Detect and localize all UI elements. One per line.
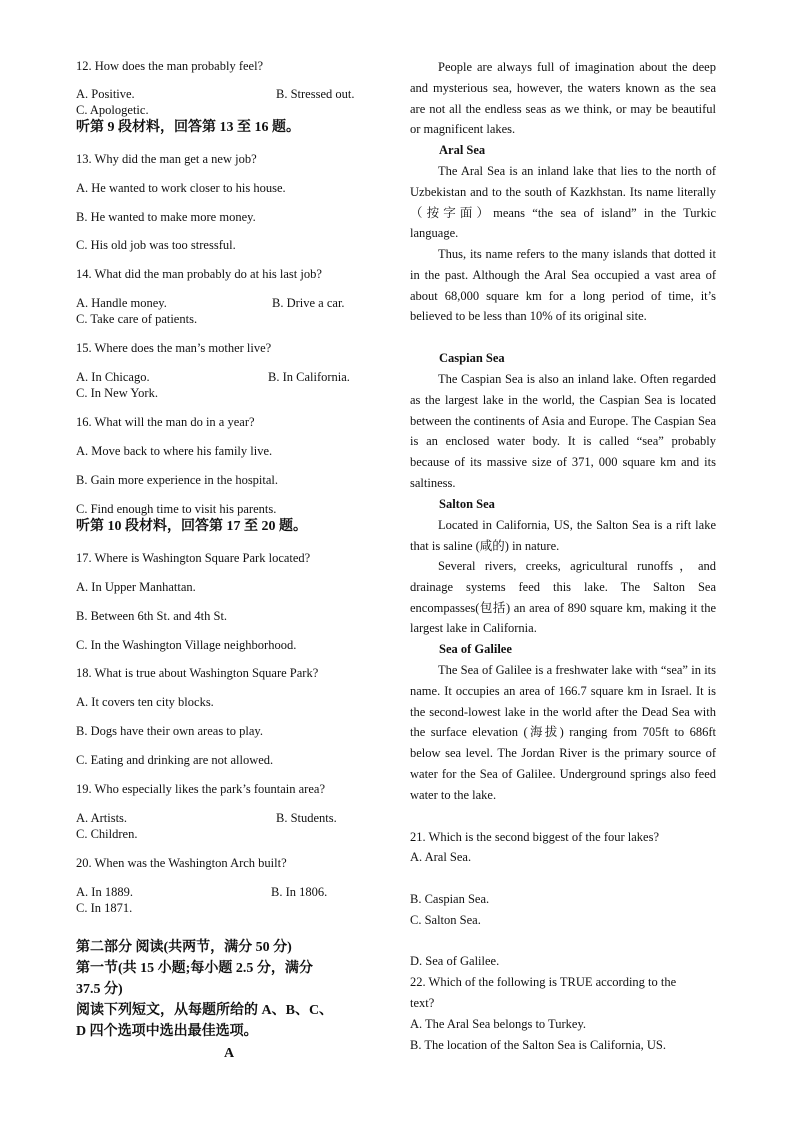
salton-paragraph-1: [410, 515, 716, 557]
q22-option-b: B. The location of the Salton Sea is California, US.: [410, 1038, 666, 1052]
q19-option-b: B. Students.: [276, 811, 337, 825]
q15-option-c: C. In New York.: [76, 386, 158, 400]
q14-option-a: A. Handle money.: [76, 296, 167, 310]
salton-paragraph-1-text: Located in California, US, the Salton Sea is a rift lake that is saline (咸的) in nature.: [410, 518, 716, 553]
q15-option-a: A. In Chicago.: [76, 370, 150, 384]
q22-stem-line2: text?: [410, 996, 435, 1010]
part2-heading-line3: 37.5 分): [76, 982, 123, 997]
q13-option-b: B. He wanted to make more money.: [76, 210, 256, 224]
q18-option-c: C. Eating and drinking are not allowed.: [76, 753, 274, 767]
q13-stem: 13. Why did the man get a new job?: [76, 152, 257, 166]
aral-paragraph-2: [410, 244, 716, 327]
section-9-heading: 听第 9 段材料，回答第 13 至 16 题。: [76, 120, 300, 135]
q17-option-c: C. In the Washington Village neighborhood.: [76, 638, 297, 652]
q13-option-a: A. He wanted to work closer to his house.: [76, 181, 286, 195]
galilee-paragraph-1-text: The Sea of Galilee is a freshwater lake with “sea” in its name. It occupies an area of 166.7 square km in Israel. It is the second-lowest lake in the world after the Dead Sea with the surface elevation (海拔) ranging from 705ft to 686ft below sea level. The Jordan River is the primary source of water for the Sea of Galilee. Underground springs also feed water to the lake.: [410, 663, 716, 802]
q20-stem: 20. When was the Washington Arch built?: [76, 856, 287, 870]
aral-paragraph-1-text: The Aral Sea is an inland lake that lies to the north of Uzbekistan and to the south of Kazkhstan. Its name literally（按字面）means “the sea of island” in the Turkic language.: [410, 164, 716, 241]
q21-option-c: C. Salton Sea.: [410, 913, 481, 927]
part2-heading-line4: 阅读下列短文，从每题所给的 A、B、C、: [76, 1003, 334, 1018]
q14-option-c: C. Take care of patients.: [76, 312, 198, 326]
q19-option-c: C. Children.: [76, 827, 138, 841]
q16-option-a: A. Move back to where his family live.: [76, 444, 273, 458]
q19-stem: 19. Who especially likes the park’s fountain area?: [76, 782, 325, 796]
passage-label: A: [224, 1046, 235, 1061]
part2-heading-line1: 第二部分 阅读(共两节，满分 50 分): [76, 940, 292, 955]
q12-stem: 12. How does the man probably feel?: [76, 59, 264, 73]
q13-option-c: C. His old job was too stressful.: [76, 238, 236, 252]
q21-option-d: D. Sea of Galilee.: [410, 954, 500, 968]
aral-paragraph-2-text: Thus, its name refers to the many islands that dotted it in the past. Although the Aral Sea occupied a vast area of about 68,000 square km for a long period of time, it’s believed to be less than 10% of its original site.: [410, 247, 716, 324]
q22-stem-line1: 22. Which of the following is TRUE according to the: [410, 975, 677, 989]
galilee-heading: Sea of Galilee: [439, 642, 512, 656]
q18-stem: 18. What is true about Washington Square Park?: [76, 666, 319, 680]
q16-option-c: C. Find enough time to visit his parents.: [76, 502, 277, 516]
q17-option-b: B. Between 6th St. and 4th St.: [76, 609, 228, 623]
salton-sea-heading: Salton Sea: [439, 497, 495, 511]
passage-intro: [410, 57, 716, 140]
q20-option-c: C. In 1871.: [76, 901, 133, 915]
q15-stem: 15. Where does the man’s mother live?: [76, 341, 272, 355]
caspian-sea-heading: Caspian Sea: [439, 351, 505, 365]
q15-option-b: B. In California.: [268, 370, 350, 384]
salton-paragraph-2: [410, 556, 716, 639]
q16-stem: 16. What will the man do in a year?: [76, 415, 255, 429]
q20-option-b: B. In 1806.: [271, 885, 328, 899]
aral-paragraph-1: [410, 161, 716, 244]
q20-option-a: A. In 1889.: [76, 885, 133, 899]
q17-option-a: A. In Upper Manhattan.: [76, 580, 196, 594]
q18-option-b: B. Dogs have their own areas to play.: [76, 724, 263, 738]
aral-sea-heading: Aral Sea: [439, 143, 486, 157]
caspian-paragraph-1: [410, 369, 716, 494]
part2-heading-line2: 第一节(共 15 小题;每小题 2.5 分，满分: [76, 961, 313, 976]
q14-stem: 14. What did the man probably do at his last job?: [76, 267, 322, 281]
q14-option-b: B. Drive a car.: [272, 296, 345, 310]
salton-paragraph-2-text: Several rivers, creeks, agricultural runoffs，and drainage systems feed this lake. The Salton Sea encompasses(包括) an area of 890 square km, making it the largest lake in California.: [410, 559, 716, 636]
q16-option-b: B. Gain more experience in the hospital.: [76, 473, 279, 487]
q21-option-b: B. Caspian Sea.: [410, 892, 490, 906]
q21-stem: 21. Which is the second biggest of the four lakes?: [410, 830, 660, 844]
q19-option-a: A. Artists.: [76, 811, 128, 825]
q12-option-c: C. Apologetic.: [76, 103, 149, 117]
q17-stem: 17. Where is Washington Square Park located?: [76, 551, 311, 565]
part2-heading-line5: D 四个选项中选出最佳选项。: [76, 1024, 258, 1039]
passage-intro-text: People are always full of imagination about the deep and mysterious sea, however, the waters known as the sea are not all the endless seas as we think, or may be beautiful or magnificent lakes.: [410, 60, 716, 137]
q22-option-a: A. The Aral Sea belongs to Turkey.: [410, 1017, 587, 1031]
q18-option-a: A. It covers ten city blocks.: [76, 695, 214, 709]
q12-option-a: A. Positive.: [76, 87, 135, 101]
q21-option-a: A. Aral Sea.: [410, 850, 472, 864]
caspian-paragraph-1-text: The Caspian Sea is also an inland lake. Often regarded as the largest lake in the world, the Caspian Sea is located between the continents of Asia and Europe. The Caspian Sea is an enclosed water body. It is called “sea” probably because of its massive size of 371, 000 square km and its saltiness.: [410, 372, 716, 490]
galilee-paragraph-1: [410, 660, 716, 806]
section-10-heading: 听第 10 段材料，回答第 17 至 20 题。: [76, 519, 307, 534]
q12-option-b: B. Stressed out.: [276, 87, 355, 101]
